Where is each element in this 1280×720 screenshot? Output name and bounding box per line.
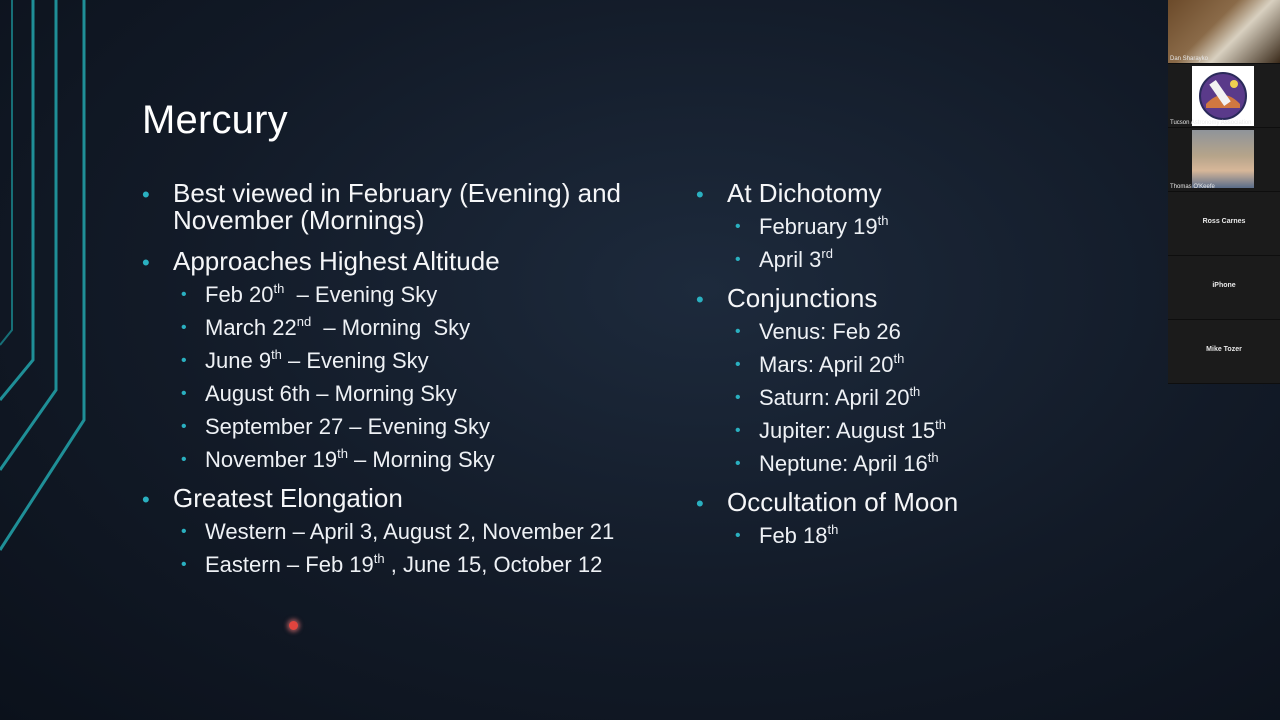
sub-bullet-text: November 19	[205, 447, 338, 472]
bullet-item	[696, 180, 1116, 271]
ordinal-suffix: th	[909, 384, 921, 399]
sub-bullet-marker: •	[735, 455, 741, 472]
bullet-item	[696, 489, 1116, 547]
sub-bullet-text: Neptune: April 16	[759, 451, 928, 476]
participant-tile[interactable]	[1168, 192, 1280, 256]
sub-bullet-item	[727, 353, 1116, 376]
sub-bullet-marker: •	[735, 218, 741, 235]
sub-bullet-text: Feb 20	[205, 282, 274, 307]
sub-bullet-item	[173, 520, 652, 543]
sub-bullet-marker: •	[181, 451, 187, 468]
bullet-item	[142, 180, 652, 234]
sub-bullet-text: Saturn: April 20	[759, 385, 910, 410]
sub-bullet-item	[727, 320, 1116, 343]
participant-tile[interactable]	[1168, 64, 1280, 128]
participant-name: iPhone	[1212, 282, 1236, 289]
participant-tile[interactable]	[1168, 0, 1280, 64]
sub-bullet-marker: •	[181, 556, 187, 573]
bullet-text: At Dichotomy	[727, 178, 882, 208]
sub-bullet-list	[727, 320, 1116, 475]
sub-bullet-item	[727, 386, 1116, 409]
sub-bullet-text: April 3	[759, 247, 822, 272]
participant-name: Dan Sharayko	[1170, 56, 1209, 62]
bullet-marker: •	[696, 182, 704, 207]
bullet-item	[142, 485, 652, 576]
participant-name: Ross Carnes	[1202, 218, 1246, 225]
sub-bullet-marker: •	[735, 389, 741, 406]
bullet-text: Best viewed in February (Evening) and November (Mornings)	[173, 178, 622, 235]
sub-bullet-marker: •	[181, 352, 187, 369]
left-bullet-list	[142, 180, 652, 576]
sub-bullet-item	[173, 448, 652, 471]
participant-tile[interactable]	[1168, 256, 1280, 320]
sub-bullet-text: Western – April 3, August 2, November 21	[205, 519, 615, 544]
sub-bullet-marker: •	[181, 523, 187, 540]
sub-bullet-item	[173, 415, 652, 438]
sub-bullet-text: August 6th – Morning Sky	[205, 381, 457, 406]
ordinal-suffix: rd	[821, 246, 833, 261]
right-bullet-list	[696, 180, 1116, 547]
bullet-text: Occultation of Moon	[727, 487, 959, 517]
ordinal-suffix: th	[271, 347, 282, 362]
sub-bullet-item	[727, 524, 1116, 547]
sub-bullet-marker: •	[181, 385, 187, 402]
decorative-lines	[0, 0, 110, 720]
ordinal-suffix: th	[893, 351, 905, 366]
sub-bullet-item	[727, 452, 1116, 475]
participant-name: Thomas O'Keefe	[1170, 184, 1215, 190]
participant-name: Mike Tozer	[1206, 346, 1242, 353]
sub-bullet-text: Feb 18	[759, 523, 828, 548]
ordinal-suffix: th	[337, 446, 348, 461]
ordinal-suffix: th	[935, 417, 946, 432]
bullet-text: Approaches Highest Altitude	[173, 246, 500, 276]
left-column	[142, 180, 652, 590]
laser-pointer	[289, 621, 298, 630]
sub-bullet-marker: •	[181, 418, 187, 435]
sub-bullet-text: Eastern – Feb 19	[205, 552, 374, 577]
sub-bullet-text: March 22	[205, 315, 297, 340]
bullet-item	[696, 285, 1116, 475]
bullet-marker: •	[696, 287, 704, 312]
sub-bullet-item	[173, 283, 652, 306]
sub-bullet-marker: •	[181, 286, 187, 303]
sub-bullet-list	[173, 283, 652, 471]
association-logo	[1192, 66, 1254, 126]
sub-bullet-text: Venus: Feb 26	[759, 319, 901, 344]
bullet-marker: •	[696, 491, 704, 516]
sub-bullet-marker: •	[181, 319, 187, 336]
bullet-marker: •	[142, 250, 150, 275]
bullet-item	[142, 248, 652, 471]
ordinal-suffix: nd	[296, 314, 312, 329]
sub-bullet-marker: •	[735, 356, 741, 373]
sub-bullet-text: February 19	[759, 214, 878, 239]
participant-video	[1192, 130, 1254, 188]
sub-bullet-text: Mars: April 20	[759, 352, 894, 377]
sub-bullet-text-tail: , June 15, October 12	[384, 552, 603, 577]
sub-bullet-list	[727, 215, 1116, 271]
ordinal-suffix: th	[827, 522, 839, 537]
ordinal-suffix: th	[273, 281, 285, 296]
sub-bullet-text-tail: – Evening Sky	[281, 348, 429, 373]
ordinal-suffix: th	[373, 551, 385, 566]
sub-bullet-marker: •	[735, 323, 741, 340]
participant-name: Tucson Astronomy Association	[1170, 120, 1252, 126]
bullet-marker: •	[142, 487, 150, 512]
ordinal-suffix: th	[877, 213, 889, 228]
sub-bullet-marker: •	[735, 251, 741, 268]
sub-bullet-item	[727, 248, 1116, 271]
sub-bullet-marker: •	[735, 527, 741, 544]
sub-bullet-item	[727, 215, 1116, 238]
sub-bullet-item	[173, 349, 652, 372]
participant-tile[interactable]	[1168, 320, 1280, 384]
sub-bullet-text: Jupiter: August 15	[759, 418, 936, 443]
slide-title: Mercury	[142, 98, 288, 142]
right-column	[696, 180, 1116, 561]
sub-bullet-text: September 27 – Evening Sky	[205, 414, 490, 439]
telescope-logo-icon	[1192, 66, 1254, 126]
sub-bullet-item	[173, 316, 652, 339]
sub-bullet-marker: •	[735, 422, 741, 439]
sub-bullet-item	[173, 382, 652, 405]
sub-bullet-item	[727, 419, 1116, 442]
bullet-text: Greatest Elongation	[173, 483, 403, 513]
participant-panel	[1168, 0, 1280, 383]
sub-bullet-item	[173, 553, 652, 576]
sub-bullet-text-tail: – Morning Sky	[311, 315, 471, 340]
ordinal-suffix: th	[927, 450, 939, 465]
sub-bullet-text-tail: – Evening Sky	[284, 282, 438, 307]
sub-bullet-text-tail: – Morning Sky	[347, 447, 495, 472]
bullet-marker: •	[142, 182, 150, 207]
bullet-text: Conjunctions	[727, 283, 878, 313]
sub-bullet-list	[173, 520, 652, 576]
participant-tile[interactable]	[1168, 128, 1280, 192]
sub-bullet-list	[727, 524, 1116, 547]
sub-bullet-text: June 9	[205, 348, 272, 373]
